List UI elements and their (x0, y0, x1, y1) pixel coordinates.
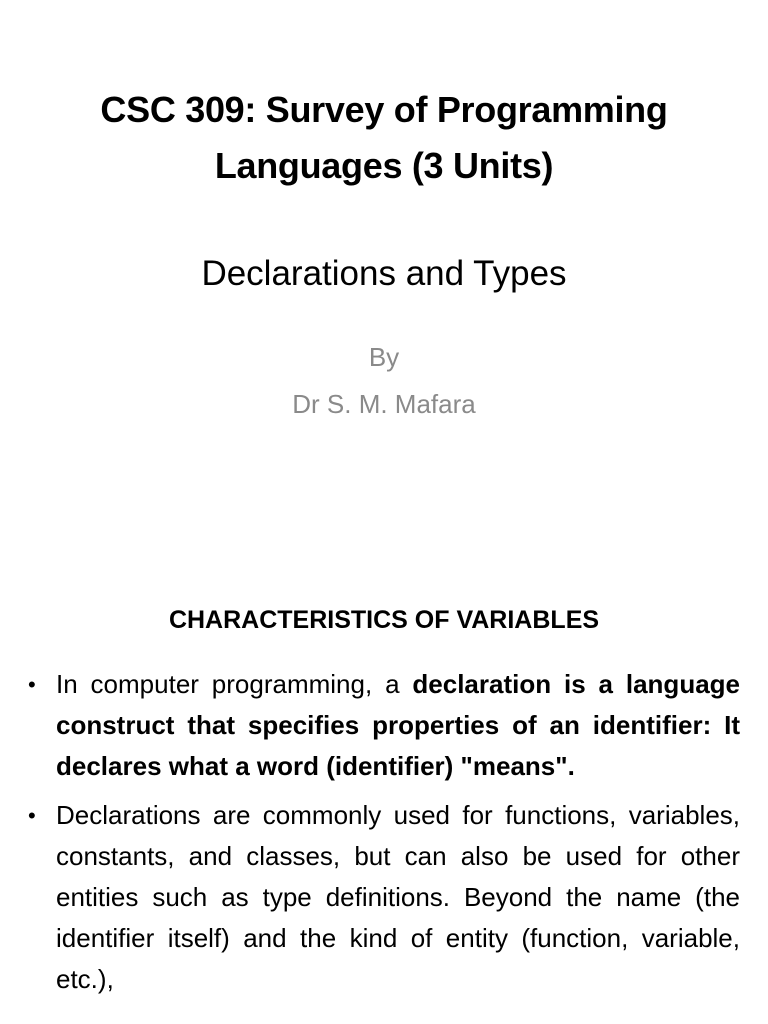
list-item (28, 795, 740, 1000)
content-slide (0, 560, 768, 1024)
slide-heading: CHARACTERISTICS OF VARIABLES (168, 606, 600, 634)
author-name: Dr S. M. Mafara (292, 389, 476, 419)
bullet-icon: • (28, 672, 36, 697)
byline (20, 334, 748, 428)
bullet-icon: • (28, 803, 36, 828)
by-label: By (368, 342, 400, 372)
bullet-list (28, 664, 740, 1008)
bullet-text: Declarations are commonly used for functions, variables, constants, and classes, but can also be used for other entities such as type definitions. Beyond the name (the identifier itself) and the kind of entity (function, variable, etc.), (56, 800, 740, 994)
list-item (28, 664, 740, 787)
slide-title-line-1: CSC 309: Survey of Programming (100, 89, 668, 130)
bullet-text-bold: declaration is a language construct that specifies properties of an identifier: It declares what a word (identifier) "means". (56, 669, 741, 781)
bullet-text-plain: In computer programming, a (56, 669, 413, 699)
slide-title (20, 82, 748, 194)
slide-title-line-2: Languages (3 Units) (214, 145, 554, 186)
slide-subtitle: Declarations and Types (201, 254, 567, 293)
